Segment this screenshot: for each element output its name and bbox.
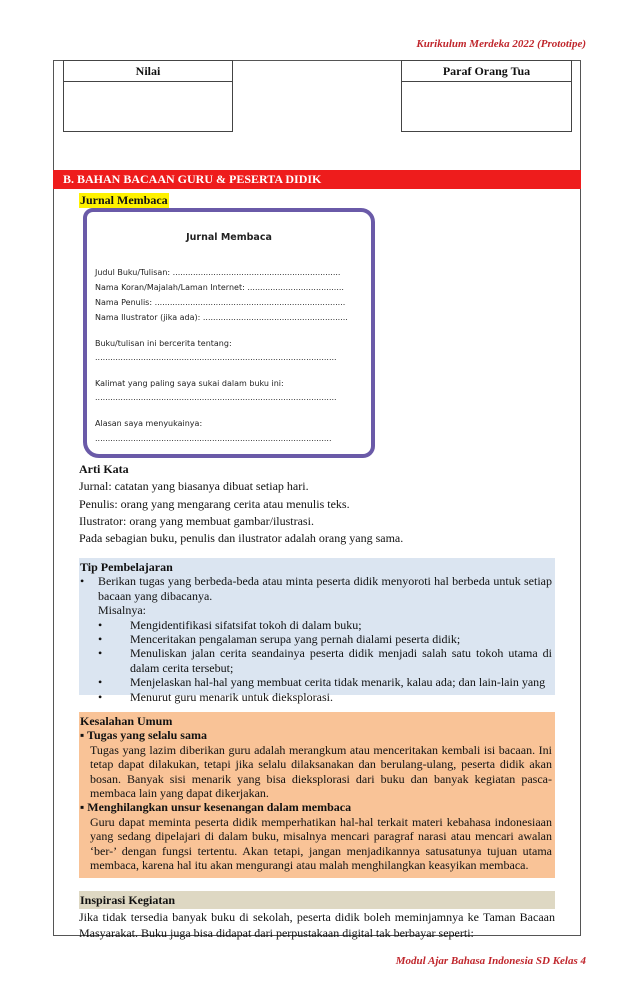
arti-kata-line: Pada sebagian buku, penulis dan ilustrator adalah orang yang sama. xyxy=(79,531,404,546)
jurnal-card-title: Jurnal Membaca xyxy=(186,232,272,243)
jurnal-card-line: Buku/tulisan ini bercerita tentang: xyxy=(95,339,232,348)
tip-sub-text: Menceritakan pengalaman serupa yang pernah dialami peserta didik; xyxy=(130,632,461,647)
arti-kata-line: Ilustrator: orang yang membuat gambar/ilustrasi. xyxy=(79,513,314,528)
jurnal-card-line: Alasan saya menyukainya: xyxy=(95,419,203,428)
bullet-mark: • xyxy=(80,574,85,589)
jurnal-card-line: Kalimat yang paling saya sukai dalam buku ini: xyxy=(95,379,284,388)
tip-misalnya: Misalnya: xyxy=(98,603,146,618)
page-header: Kurikulum Merdeka 2022 (Prototipe) xyxy=(416,38,586,50)
bullet-mark: • xyxy=(98,646,103,661)
paraf-label: Paraf Orang Tua xyxy=(402,61,571,82)
kesalahan-sub-title: ▪ Tugas yang selalu sama xyxy=(80,728,207,743)
inspirasi-text: Jika tidak tersedia banyak buku di sekolah, peserta didik boleh meminjamnya ke Taman Bacaan Masyarakat. Buku juga bisa didapat dari perpustakaan digital tak berbayar seperti: xyxy=(79,910,555,940)
tip-sub-item xyxy=(98,690,552,704)
paraf-cell xyxy=(401,60,572,132)
tip-sub-item xyxy=(98,618,552,632)
kesalahan-sub-text: Tugas yang lazim diberikan guru adalah merangkum atau menceritakan kembali isi bacaan. Ini tetap dapat dilakukan, tetapi jika selalu dilaksanakan dan berulang-ulang, peserta didik akan bosan. Banyak sisi menarik yang bisa dieksplorasi dari buku dan banyak kegiatan pasca-membaca lain yang dapat dikerjakan. xyxy=(90,742,552,801)
kesalahan-sub-title: ▪ Menghilangkan unsur kesenangan dalam membaca xyxy=(80,800,352,815)
tip-sub-text: Menjelaskan hal-hal yang membuat cerita tidak menarik, kalau ada; dan lain-lain yang xyxy=(130,675,546,690)
tip-pembelajaran-box xyxy=(79,558,555,704)
jurnal-card-line: Judul Buku/Tulisan: .................................................................. xyxy=(95,268,341,277)
tip-sub-text: Menuliskan jalan cerita seandainya peserta didik menjadi salah satu tokoh utama di dalam cerita tersebut; xyxy=(130,646,552,675)
inspirasi-heading: Inspirasi Kegiatan xyxy=(79,891,555,909)
jurnal-card xyxy=(83,208,375,458)
tip-sub-item xyxy=(98,632,552,646)
arti-kata-section xyxy=(79,461,579,547)
arti-kata-line: Penulis: orang yang mengarang cerita atau menulis teks. xyxy=(79,496,350,511)
jurnal-card-line: Nama Ilustrator (jika ada): ......................................................... xyxy=(95,313,348,322)
jurnal-card-line: ............................................................................................... xyxy=(95,393,337,402)
bullet-mark: • xyxy=(98,617,103,632)
kesalahan-heading: Kesalahan Umum xyxy=(80,714,173,728)
jurnal-heading: Jurnal Membaca xyxy=(80,193,168,207)
bullet-mark: • xyxy=(98,675,103,690)
tip-bullet xyxy=(80,574,552,603)
jurnal-card-line: ............................................................................................. xyxy=(95,434,332,443)
tip-sub-item xyxy=(98,646,552,675)
page-footer: Modul Ajar Bahasa Indonesia SD Kelas 4 xyxy=(395,955,586,967)
tip-heading: Tip Pembelajaran xyxy=(80,560,173,574)
jurnal-card-line: Nama Penulis: ........................................................................... xyxy=(95,298,346,307)
section-b-banner: B. BAHAN BACAAN GURU & PESERTA DIDIK xyxy=(53,170,581,189)
jurnal-card-line: ............................................................................................... xyxy=(95,353,337,362)
jurnal-card-line: Nama Koran/Majalah/Laman Internet: ...................................... xyxy=(95,283,344,292)
tip-sub-text: Mengidentifikasi sifatsifat tokoh di dalam buku; xyxy=(130,617,362,632)
tip-bullet-text: Berikan tugas yang berbeda-beda atau minta peserta didik menyoroti hal berbeda untuk setiap bacaan yang dibacanya. xyxy=(98,574,552,603)
bullet-mark: • xyxy=(98,632,103,647)
nilai-cell xyxy=(63,60,233,132)
tip-sub-item xyxy=(98,675,552,689)
arti-kata-line: Jurnal: catatan yang biasanya dibuat setiap hari. xyxy=(79,479,309,494)
nilai-label: Nilai xyxy=(64,61,232,82)
bullet-mark: • xyxy=(98,689,103,704)
kesalahan-umum-box xyxy=(79,712,555,878)
arti-kata-heading: Arti Kata xyxy=(79,462,129,476)
kesalahan-sub-text: Guru dapat meminta peserta didik memperhatikan hal-hal terkait materi kebahasa indonesiaan yang sedang dipelajari di dalam buku, misalnya mencari paragraf narasi atau mencari awalan ‘ber-’ dengan fungsi tertentu. Akan tetapi, jangan menjadikannya satusatunya tujuan utama membaca, karena hal itu akan mengurangi atau malah menghilangkan keasyikan membaca. xyxy=(90,814,552,873)
tip-sub-text: Menurut guru menarik untuk dieksplorasi. xyxy=(130,689,333,704)
